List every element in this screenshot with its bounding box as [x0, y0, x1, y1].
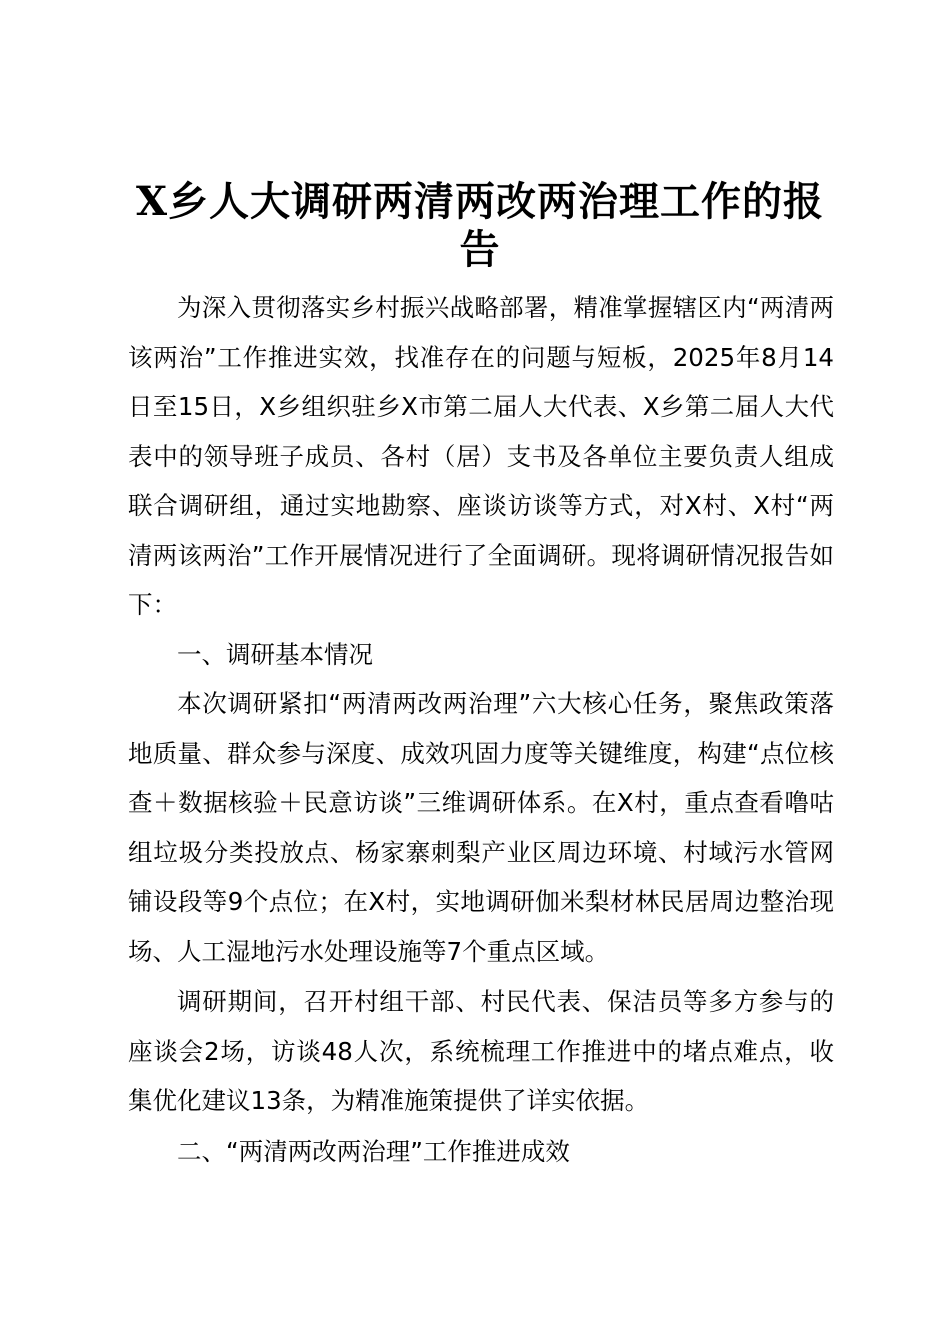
intro-paragraph: 为深入贯彻落实乡村振兴战略部署，精准掌握辖区内“两清两该两治”工作推进实效，找准存在的问题与短板，2025年8月14日至15日，X乡组织驻乡X市第二届人大代表、X乡第二届人大代表中的领导班子成员、各村（居）支书及各单位主要负责人组成联合调研组，通过实地勘察、座谈访谈等方式，对X村、X村“两清两该两治”工作开展情况进行了全面调研。现将调研情况报告如下：: [128, 293, 834, 619]
body-paragraph: 本次调研紧扣“两清两改两治理”六大核心任务，聚焦政策落地质量、群众参与深度、成效巩固力度等关键维度，构建“点位核查＋数据核验＋民意访谈”三维调研体系。在X村，重点查看噜咕组垃圾分类投放点、杨家寨刺梨产业区周边环境、村域污水管网铺设段等9个点位；在X村，实地调研伽米梨材林民居周边整治现场、人工湿地污水处理设施等7个重点区域。: [128, 689, 834, 966]
document-body: [128, 283, 834, 1176]
body-paragraph: 调研期间，召开村组干部、村民代表、保洁员等多方参与的座谈会2场，访谈48人次，系统梳理工作推进中的堵点难点，收集优化建议13条，为精准施策提供了详实依据。: [128, 987, 834, 1115]
document-title: X乡人大调研两清两改两治理工作的报告: [135, 178, 825, 273]
section-heading-2: 二、“两清两改两治理”工作推进成效: [177, 1136, 570, 1166]
section-heading-1: 一、调研基本情况: [177, 639, 373, 669]
